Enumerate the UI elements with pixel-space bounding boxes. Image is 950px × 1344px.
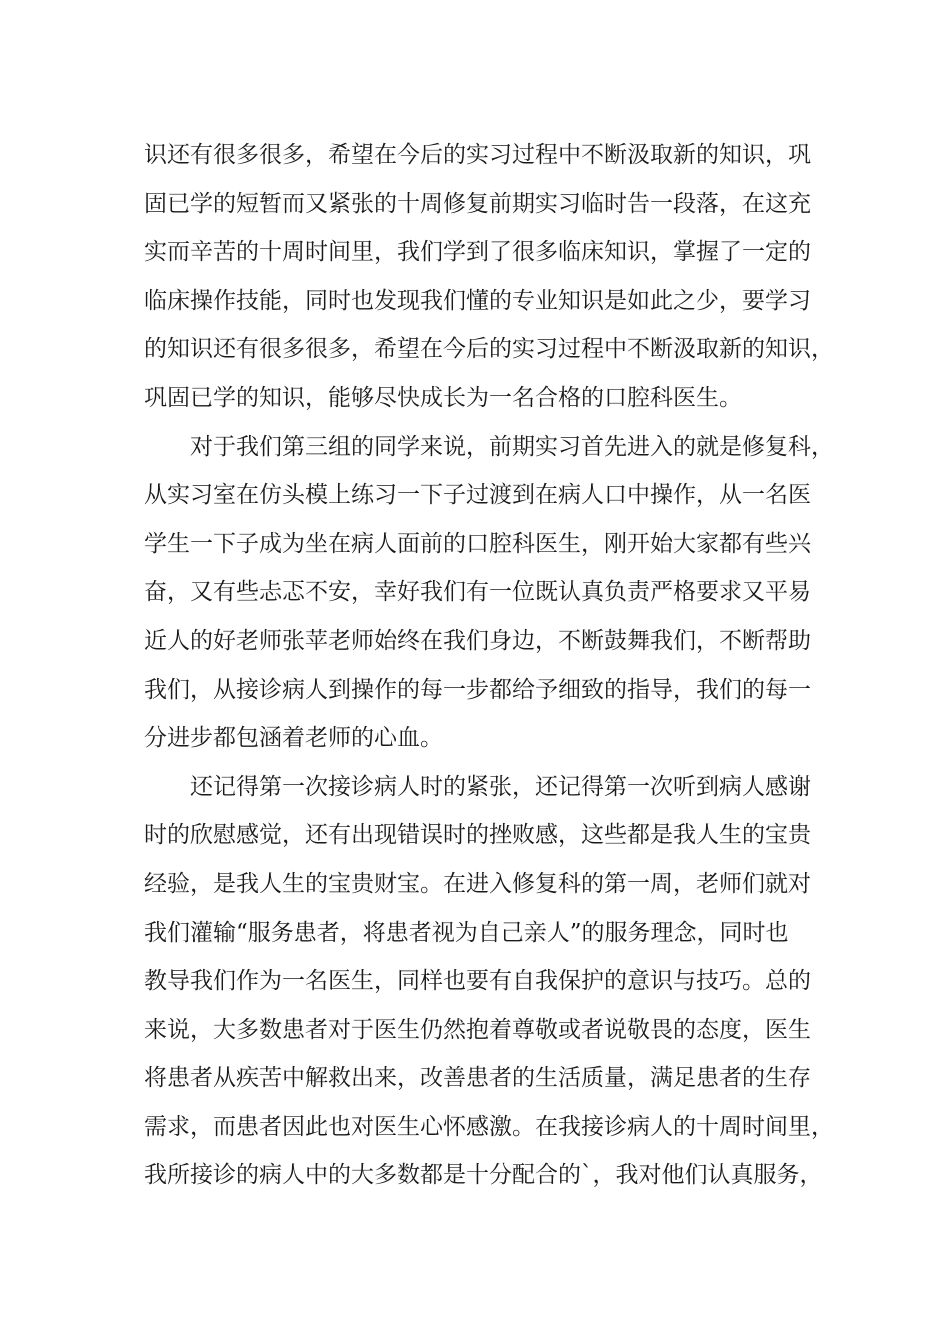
text-line: 实而辛苦的十周时间里，我们学到了很多临床知识，掌握了一定的 — [144, 239, 811, 266]
text-line: 临床操作技能，同时也发现我们懂的专业知识是如此之少，要学习 — [144, 287, 811, 314]
text-line: 来说，大多数患者对于医生仍然抱着尊敬或者说敬畏的态度，医生 — [144, 1016, 811, 1043]
text-line: 我们灌输“服务患者，将患者视为自己亲人”的服务理念，同时也 — [144, 919, 789, 946]
body-text — [144, 131, 834, 1200]
text-line: 我所接诊的病人中的大多数都是十分配合的`，我对他们认真服务， — [144, 1162, 823, 1189]
text-line: 将患者从疾苦中解救出来，改善患者的生活质量，满足患者的生存 — [144, 1065, 811, 1092]
text-line: 还记得第一次接诊病人时的紧张，还记得第一次听到病人感谢 — [144, 773, 811, 800]
text-line: 学生一下子成为坐在病人面前的口腔科医生，刚开始大家都有些兴 — [144, 530, 811, 557]
text-line: 对于我们第三组的同学来说，前期实习首先进入的就是修复科， — [144, 433, 834, 460]
text-line: 教导我们作为一名医生，同样也要有自我保护的意识与技巧。总的 — [144, 968, 811, 995]
text-line: 识还有很多很多，希望在今后的实习过程中不断汲取新的知识，巩 — [144, 142, 811, 168]
text-line: 分进步都包涵着老师的心血。 — [144, 725, 443, 752]
text-line: 经验，是我人生的宝贵财宝。在进入修复科的第一周，老师们就对 — [144, 870, 811, 897]
text-line: 需求，而患者因此也对医生心怀感激。在我接诊病人的十周时间里， — [144, 1113, 834, 1140]
text-line: 的知识还有很多很多，希望在今后的实习过程中不断汲取新的知识， — [144, 336, 834, 363]
text-line: 固已学的短暂而又紧张的十周修复前期实习临时告一段落，在这充 — [144, 190, 811, 217]
text-line: 奋，又有些忐忑不安，幸好我们有一位既认真负责严格要求又平易 — [144, 579, 811, 606]
text-line: 近人的好老师张苹老师始终在我们身边，不断鼓舞我们，不断帮助 — [144, 627, 811, 654]
text-line: 时的欣慰感觉，还有出现错误时的挫败感，这些都是我人生的宝贵 — [144, 822, 811, 849]
text-line: 巩固已学的知识，能够尽快成长为一名合格的口腔科医生。 — [144, 384, 742, 411]
text-line: 我们，从接诊病人到操作的每一步都给予细致的指导，我们的每一 — [144, 676, 811, 703]
text-line: 从实习室在仿头模上练习一下子过渡到在病人口中操作，从一名医 — [144, 482, 811, 509]
